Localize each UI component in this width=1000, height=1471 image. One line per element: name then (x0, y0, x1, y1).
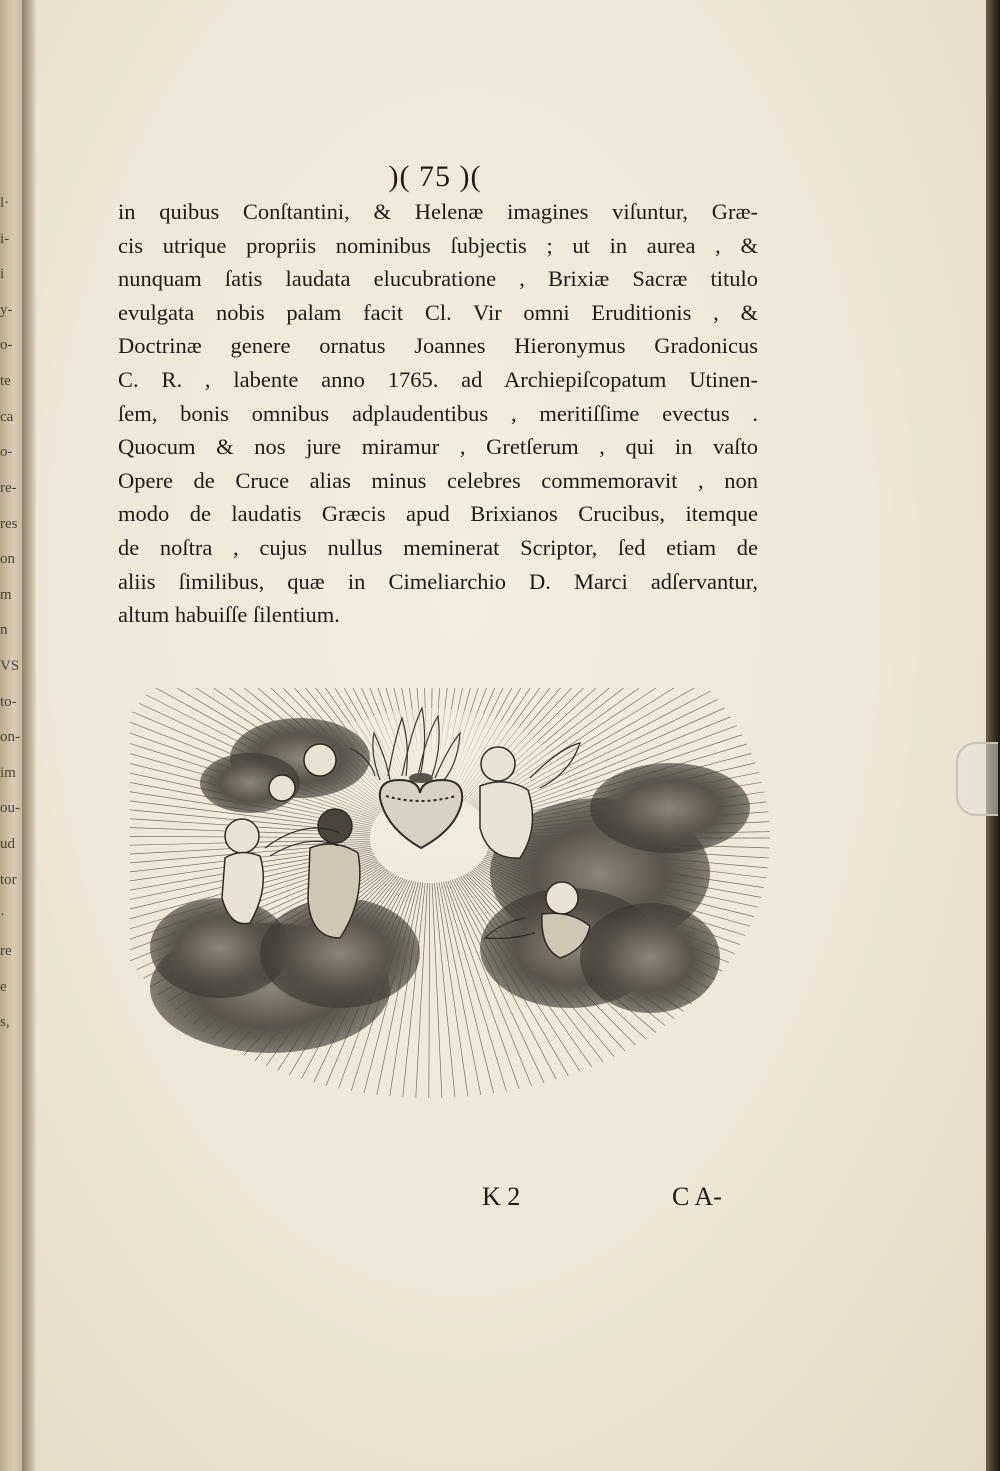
text-line: ſem, bonis omnibus adplaudentibus , meritiſſime evectus . (118, 400, 758, 426)
facing-page-fragment: i (0, 266, 5, 283)
text-line: Quocum & nos jure miramur , Gretſerum , qui in vaſto (118, 434, 758, 460)
text-line: altum habuiſſe ſilentium. (118, 602, 340, 628)
facing-page-fragment: y- (0, 301, 13, 318)
facing-page-fragment: res (0, 515, 18, 532)
facing-page-fragment: o- (0, 444, 13, 461)
catchword: C A- (672, 1182, 722, 1211)
text-line: de noſtra , cujus nullus meminerat Scriptor, ſed etiam de (118, 534, 758, 560)
text-line: aliis ſimilibus, quæ in Cimeliarchio D. Marci adſervantur, (118, 568, 758, 594)
text-line: C. R. , labente anno 1765. ad Archiepiſcopatum Utinen- (118, 366, 758, 392)
facing-page-fragment: re- (0, 479, 17, 496)
facing-page-fragment: e (0, 978, 7, 995)
facing-page-fragment: to- (0, 693, 17, 710)
text-line: evulgata nobis palam facit Cl. Vir omni Eruditionis , & (118, 299, 758, 325)
text-line: in quibus Conſtantini, & Helenæ imagines viſuntur, Græ- (118, 199, 758, 224)
signature-mark: K 2 (482, 1182, 521, 1211)
facing-page-fragment: on (0, 551, 15, 568)
right-page-edge (986, 0, 1000, 1471)
page-clip (956, 742, 998, 816)
text-line: modo de laudatis Græcis apud Brixianos Crucibus, itemque (118, 501, 758, 527)
facing-page-fragment: m (0, 586, 12, 603)
text-line: Opere de Cruce alias minus celebres commemoravit , non (118, 467, 758, 493)
facing-page-fragment: i- (0, 230, 10, 247)
facing-page-fragment: ou- (0, 800, 20, 817)
facing-page-fragment: im (0, 764, 16, 781)
running-head: )( 75 )( (388, 160, 482, 193)
facing-page-fragment: VS (0, 658, 20, 674)
text-line: nunquam ſatis laudata elucubratione , Brixiæ Sacræ titulo (118, 266, 758, 292)
text-line: cis utrique propriis nominibus ſubjectis ; ut in aurea , & (118, 232, 758, 258)
facing-page-fragment: te (0, 373, 11, 390)
facing-page-fragment: ud (0, 836, 15, 853)
facing-page-fragment: l· (0, 195, 10, 211)
facing-page-fragment: · (0, 907, 5, 924)
text-line: Doctrinæ genere ornatus Joannes Hieronymus Gradonicus (118, 333, 758, 359)
engraving-vignette (130, 688, 770, 1100)
facing-page-fragment: on- (0, 729, 20, 746)
facing-page-edge (0, 0, 22, 1471)
facing-page-fragment: re (0, 942, 12, 959)
body-text (118, 195, 758, 632)
facing-page-fragment: s, (0, 1014, 10, 1031)
facing-page-fragment: o- (0, 337, 13, 354)
facing-page-fragment: ca (0, 408, 14, 425)
book-gutter (22, 0, 36, 1471)
facing-page-fragment: tor (0, 871, 17, 888)
facing-page-fragment: n (0, 622, 8, 639)
